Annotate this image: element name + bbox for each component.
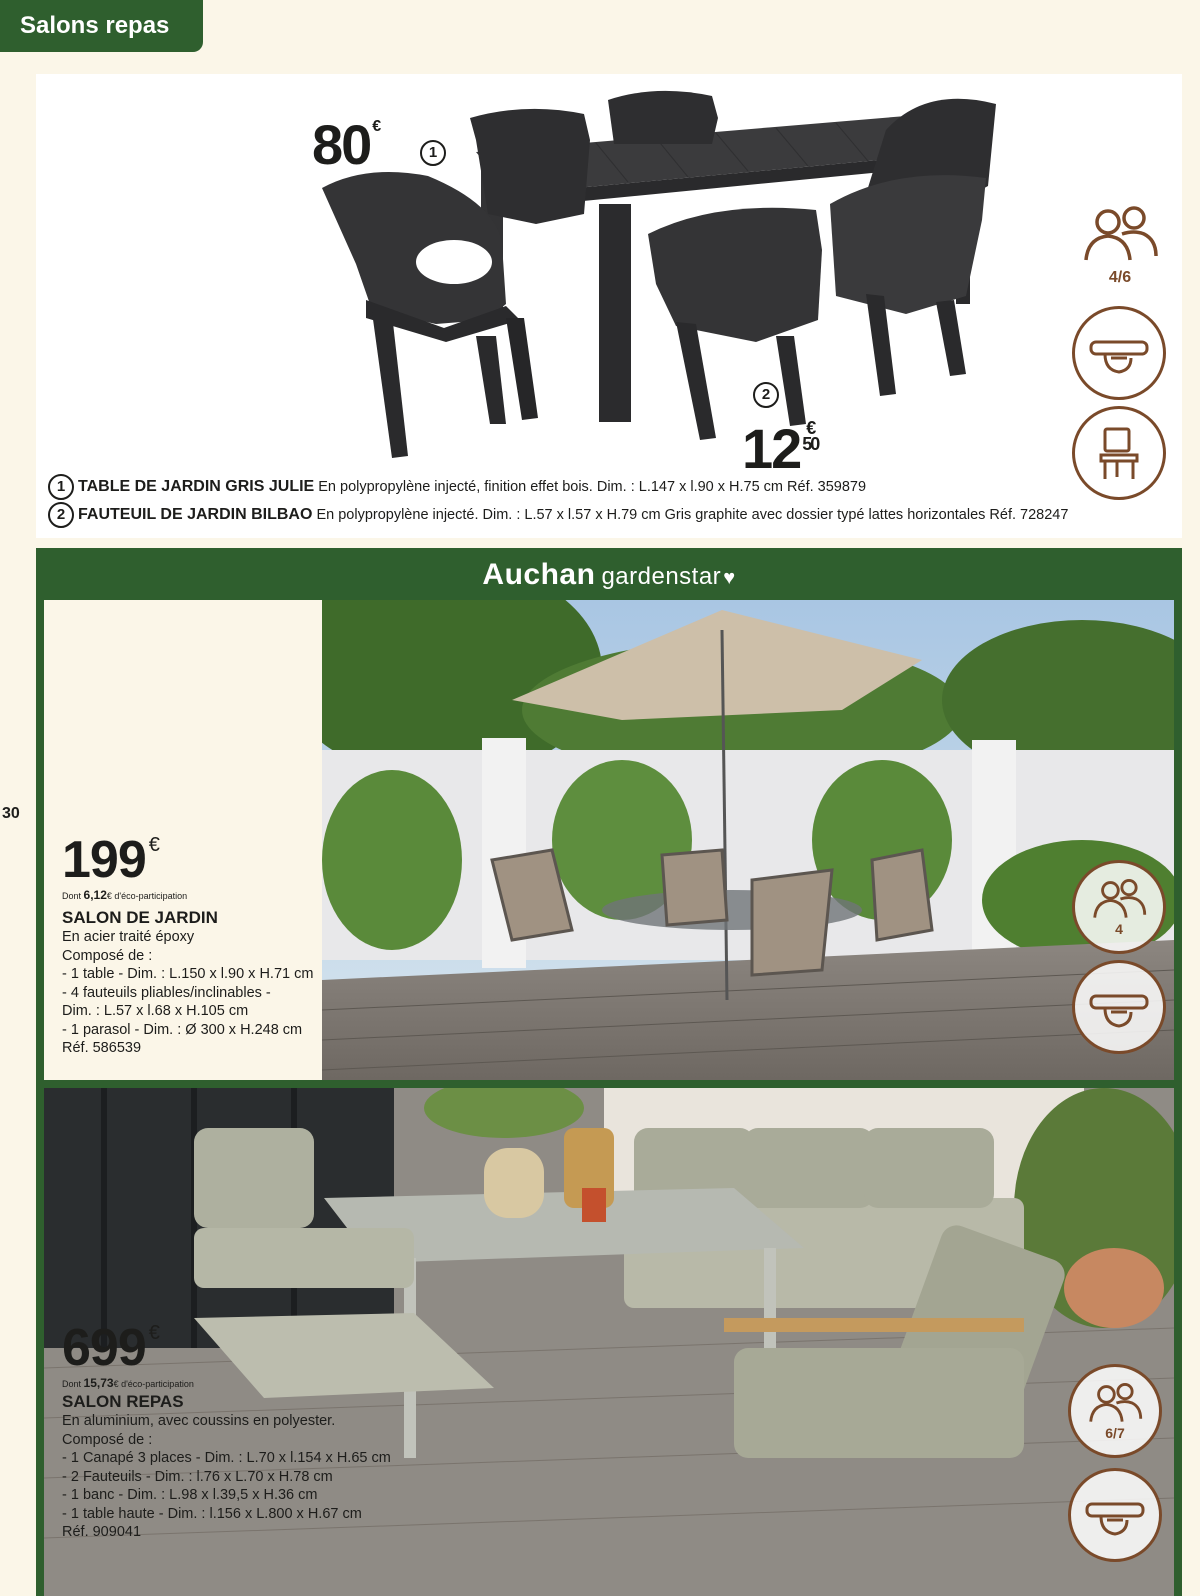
persons-badge-top: 4/6 bbox=[1072, 204, 1168, 287]
desc-item-1 bbox=[48, 474, 866, 500]
patio-scene-illustration bbox=[322, 600, 1174, 1080]
salon-jardin-desc: En acier traité époxy Composé de : - 1 table - Dim. : L.150 x l.90 x H.71 cm - 4 fauteuils pliables/inclinables - Dim. : L.57 x l.68 x H.105 cm - 1 parasol - Dim. : Ø 300 x H.248 cm Réf. 586539 bbox=[62, 929, 314, 1056]
desc-title-1: TABLE DE JARDIN GRIS JULIE bbox=[78, 478, 315, 495]
persons-badge-repas: 6/7 bbox=[1068, 1364, 1162, 1458]
chair-icon bbox=[1089, 423, 1149, 483]
marker-1-table: 1 bbox=[420, 140, 446, 166]
price-chair: 12 € 50 bbox=[742, 417, 819, 480]
salon-repas-title: SALON REPAS bbox=[62, 1392, 184, 1411]
screwdriver-hand-icon bbox=[1087, 982, 1151, 1032]
salon-jardin-eco: Dont 6,12€ d'éco-participation bbox=[62, 888, 188, 902]
chair-badge-top bbox=[1072, 406, 1166, 500]
marker-2-chair: 2 bbox=[753, 382, 779, 408]
desc-marker-2: 2 bbox=[48, 502, 74, 528]
salon-repas-desc: En aluminium, avec coussins en polyester. Composé de : - 1 Canapé 3 places - Dim. : L.70 x l.154 x H.65 cm - 2 Fauteuils - Dim. : l.76 x L.70 x H.78 cm - 1 banc - Dim. : L.98 x l.39,5 x H.36 cm - 1 table haute - Dim. : l.156 x L.800 x H.67 cm Réf. 909041 bbox=[62, 1413, 391, 1540]
top-product-panel bbox=[36, 74, 1182, 538]
salon-jardin-price: 199 € bbox=[62, 831, 159, 889]
persons-icon bbox=[1089, 877, 1149, 921]
brand-logo bbox=[36, 558, 1182, 592]
screwdriver-hand-icon bbox=[1083, 1490, 1147, 1540]
salon-jardin-photo bbox=[322, 600, 1174, 1080]
section-tab: Salons repas bbox=[0, 0, 203, 52]
price-table: 80 € bbox=[312, 113, 380, 176]
leaf-icon: ♥ bbox=[723, 567, 736, 589]
desc-text-2: En polypropylène injecté. Dim. : L.57 x l.57 x H.79 cm Gris graphite avec dossier typé lattes horizontales Réf. 728247 bbox=[316, 507, 1069, 523]
desc-marker-1: 1 bbox=[48, 474, 74, 500]
persons-badge-jardin: 4 bbox=[1072, 860, 1166, 954]
salon-repas-price: 699 € bbox=[62, 1319, 159, 1377]
desc-text-1: En polypropylène injecté, finition effet bois. Dim. : L.147 x l.90 x H.75 cm Réf. 359879 bbox=[318, 479, 867, 495]
table-and-chairs-illustration bbox=[36, 74, 1182, 474]
desc-title-2: FAUTEUIL DE JARDIN BILBAO bbox=[78, 506, 313, 523]
salon-repas-info bbox=[62, 1318, 422, 1542]
page-number: 30 bbox=[2, 805, 20, 822]
desc-item-2 bbox=[48, 502, 1068, 528]
assembly-badge-repas bbox=[1068, 1468, 1162, 1562]
salon-jardin-info bbox=[44, 600, 322, 1080]
assembly-badge-top bbox=[1072, 306, 1166, 400]
persons-icon bbox=[1085, 1381, 1145, 1425]
brand-sub: gardenstar bbox=[601, 563, 722, 590]
salon-repas-photo bbox=[44, 1088, 1174, 1596]
brand-name: Auchan bbox=[482, 558, 596, 591]
assembly-badge-jardin bbox=[1072, 960, 1166, 1054]
salon-jardin-title: SALON DE JARDIN bbox=[62, 908, 218, 927]
gardenstar-section bbox=[36, 548, 1182, 1596]
salon-repas-eco: Dont 15,73€ d'éco-participation bbox=[62, 1376, 194, 1390]
persons-icon bbox=[1078, 204, 1162, 264]
screwdriver-hand-icon bbox=[1087, 328, 1151, 378]
